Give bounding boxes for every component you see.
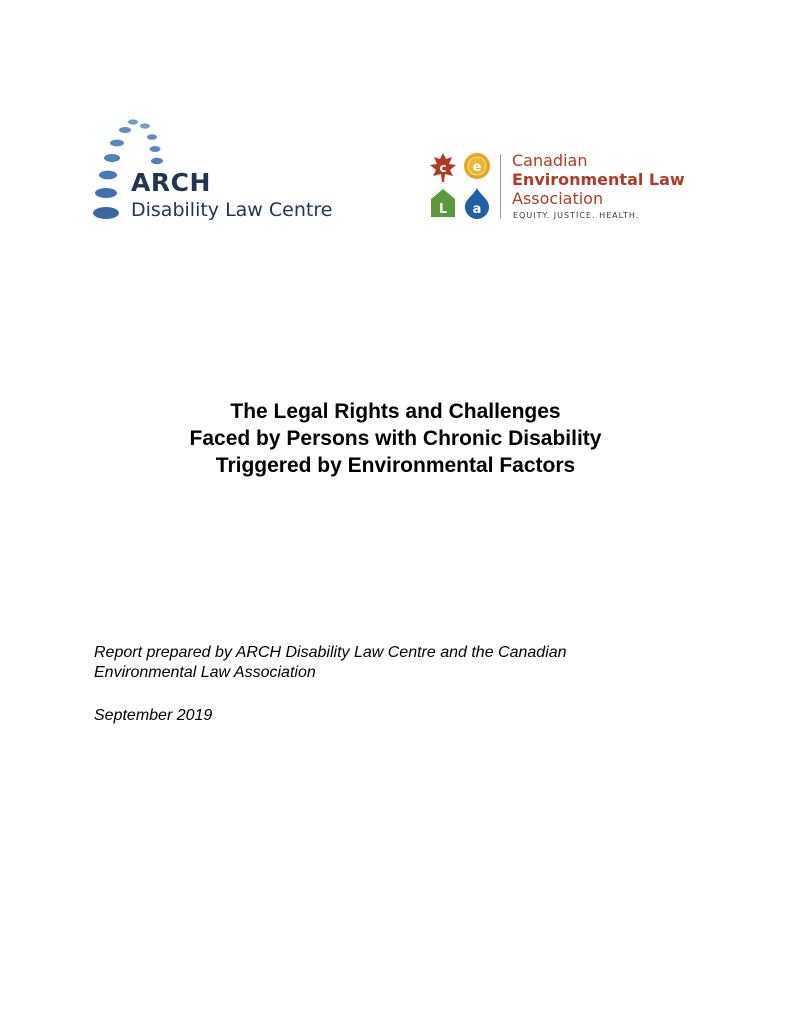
sun-icon: [464, 153, 490, 179]
title-line: The Legal Rights and Challenges: [230, 400, 561, 423]
cela-tagline: EQUITY. JUSTICE. HEALTH.: [513, 211, 640, 220]
title-line: Faced by Persons with Chronic Disability: [189, 427, 602, 450]
cela-divider: [500, 154, 501, 219]
arch-logo: [92, 117, 352, 227]
report-title: [0, 398, 791, 479]
title-line: Triggered by Environmental Factors: [215, 454, 576, 477]
prepared-by-line: Environmental Law Association: [94, 664, 316, 681]
cela-name-line3: Association: [512, 189, 604, 208]
cela-logo: [428, 151, 688, 226]
cela-name-line2: Environmental Law: [512, 170, 685, 189]
house-icon: [431, 189, 455, 217]
svg-text:c: c: [439, 161, 447, 175]
svg-text:L: L: [438, 202, 448, 217]
prepared-by-statement: [94, 643, 694, 683]
maple-leaf-icon: [430, 153, 456, 182]
prepared-by-line: Report prepared by ARCH Disability Law Centre and the Canadian: [94, 644, 567, 661]
svg-text:e: e: [472, 160, 482, 175]
svg-text:a: a: [472, 202, 482, 217]
report-date: September 2019: [94, 707, 213, 724]
cela-name-line1: Canadian: [512, 151, 588, 170]
water-drop-icon: [465, 188, 489, 219]
cela-mark-icon: [428, 151, 498, 223]
arch-name: ARCH: [131, 168, 211, 197]
arch-subtitle: Disability Law Centre: [131, 199, 333, 221]
